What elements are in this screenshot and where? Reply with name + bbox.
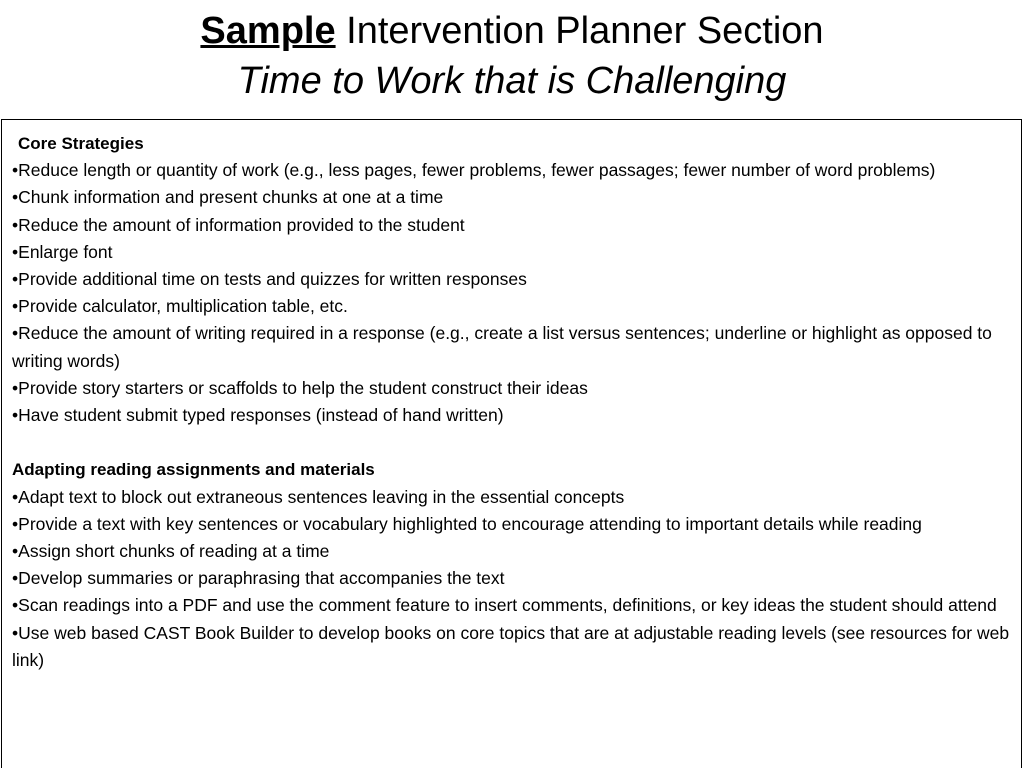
- list-item-text: Develop summaries or paraphrasing that accompanies the text: [18, 568, 505, 589]
- list-item: [12, 592, 1013, 619]
- title-emphasis: Sample: [200, 10, 336, 52]
- list-item-text: Enlarge font: [18, 241, 113, 262]
- bullet-icon: •: [12, 323, 19, 344]
- list-item-text: Assign short chunks of reading at a time: [18, 541, 330, 562]
- slide-title: [0, 6, 1024, 106]
- section-heading: Adapting reading assignments and materials: [12, 460, 375, 480]
- bullet-icon: •: [12, 486, 19, 507]
- title-main-line: [0, 6, 1024, 56]
- bullet-icon: •: [12, 622, 19, 643]
- title-rest: Intervention Planner Section: [335, 10, 824, 52]
- list-item: [12, 266, 1013, 293]
- bullet-icon: •: [12, 541, 19, 562]
- list-item-text: Adapt text to block out extraneous sentences leaving in the essential concepts: [18, 486, 625, 507]
- bullet-icon: •: [12, 595, 19, 616]
- list-item-text: Reduce the amount of information provided to the student: [18, 214, 465, 235]
- bullet-icon: •: [12, 405, 19, 426]
- list-item-text: Provide a text with key sentences or vocabulary highlighted to encourage attending to important details while reading: [18, 513, 922, 534]
- list-item: [12, 320, 1013, 374]
- content-box: [1, 119, 1022, 768]
- list-item-text: Chunk information and present chunks at one at a time: [18, 187, 444, 208]
- list-item-text: Reduce length or quantity of work (e.g., less pages, fewer problems, fewer passages; fewer number of word problems): [18, 160, 936, 181]
- bullet-icon: •: [12, 377, 19, 398]
- list-item: [12, 212, 1013, 239]
- section-spacer: [12, 429, 1013, 456]
- list-item-text: Scan readings into a PDF and use the comment feature to insert comments, definitions, or key ideas the student should attend: [18, 595, 997, 616]
- list-item: [12, 484, 1013, 511]
- title-subtitle: Time to Work that is Challenging: [237, 60, 787, 102]
- list-item-text: Provide calculator, multiplication table, etc.: [18, 296, 348, 317]
- bullet-list: [12, 484, 1013, 674]
- list-item: [12, 293, 1013, 320]
- bullet-icon: •: [12, 513, 19, 534]
- bullet-icon: •: [12, 568, 19, 589]
- list-item: [12, 375, 1013, 402]
- list-item: [12, 511, 1013, 538]
- section-heading: Core Strategies: [18, 134, 144, 153]
- list-item-text: Provide additional time on tests and quizzes for written responses: [18, 269, 527, 290]
- list-item: [12, 565, 1013, 592]
- list-item: [12, 402, 1013, 429]
- bullet-icon: •: [12, 296, 19, 317]
- section-adapting-reading: [12, 456, 1013, 674]
- list-item-text: Provide story starters or scaffolds to help the student construct their ideas: [18, 377, 588, 398]
- list-item-text: Use web based CAST Book Builder to develop books on core topics that are at adjustable reading levels (see resources for web link): [12, 622, 1010, 670]
- bullet-icon: •: [12, 214, 19, 235]
- list-item: [12, 538, 1013, 565]
- bullet-icon: •: [12, 241, 19, 262]
- list-item: [12, 184, 1013, 211]
- bullet-icon: •: [12, 269, 19, 290]
- list-item-text: Reduce the amount of writing required in a response (e.g., create a list versus sentences; underline or highlight as opposed to writing words): [12, 323, 992, 371]
- bullet-icon: •: [12, 187, 19, 208]
- section-core-strategies: [12, 130, 1013, 429]
- list-item: [12, 239, 1013, 266]
- list-item: [12, 620, 1013, 674]
- list-item-text: Have student submit typed responses (instead of hand written): [18, 405, 504, 426]
- bullet-list: [12, 157, 1013, 429]
- list-item: [12, 157, 1013, 184]
- bullet-icon: •: [12, 160, 19, 181]
